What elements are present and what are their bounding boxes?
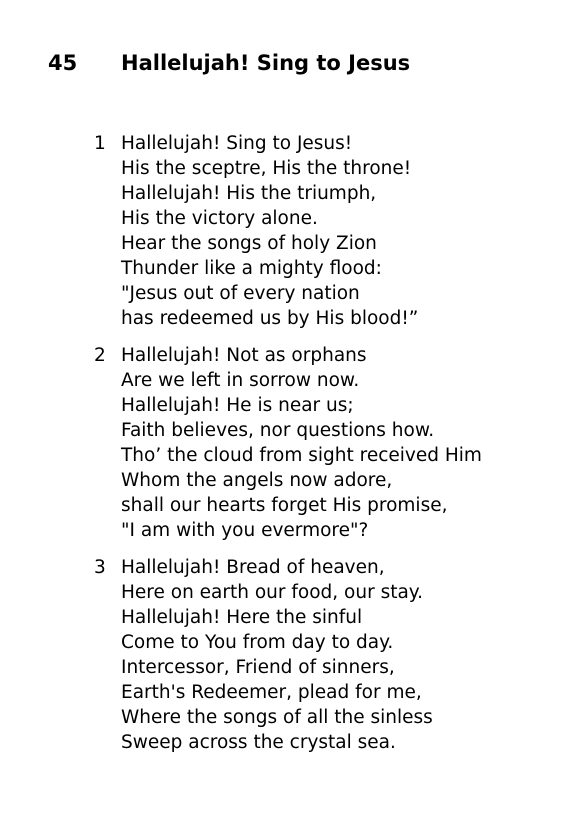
verse-1 [94, 131, 554, 331]
verse-line: "Jesus out of every nation [121, 283, 360, 304]
verse-number: 2 [94, 345, 106, 366]
verse-line: His the sceptre, His the throne! [121, 158, 412, 179]
verse-lines [121, 343, 554, 543]
verses [94, 131, 554, 767]
verse-line: Hallelujah! Here the sinful [121, 607, 363, 628]
hymn-number: 45 [48, 51, 78, 75]
verse-line: Hallelujah! Bread of heaven, [121, 557, 385, 578]
verse-line: Earth's Redeemer, plead for me, [121, 682, 422, 703]
verse-line: has redeemed us by His blood!” [121, 308, 419, 329]
verse-line: Tho’ the cloud from sight received Him [121, 445, 482, 466]
verse-line: "I am with you evermore"? [121, 520, 369, 541]
hymn-title: Hallelujah! Sing to Jesus [121, 51, 411, 75]
verse-3 [94, 555, 554, 755]
hymn-header [48, 48, 410, 78]
verse-lines [121, 555, 554, 755]
verse-line: shall our hearts forget His promise, [121, 495, 448, 516]
verse-line: Thunder like a mighty flood: [121, 258, 382, 279]
verse-line: Where the songs of all the sinless [121, 707, 433, 728]
verse-line: Sweep across the crystal sea. [121, 732, 396, 753]
verse-lines [121, 131, 554, 331]
verse-line: Here on earth our food, our stay. [121, 582, 423, 603]
verse-number: 1 [94, 133, 106, 154]
verse-line: Hallelujah! Sing to Jesus! [121, 133, 353, 154]
verse-line: Hallelujah! Not as orphans [121, 345, 367, 366]
verse-line: Whom the angels now adore, [121, 470, 393, 491]
verse-line: Are we left in sorrow now. [121, 370, 360, 391]
verse-line: Hallelujah! He is near us; [121, 395, 354, 416]
verse-line: Come to You from day to day. [121, 632, 394, 653]
verse-line: Faith believes, nor questions how. [121, 420, 435, 441]
verse-2 [94, 343, 554, 543]
verse-number: 3 [94, 557, 106, 578]
verse-line: Hallelujah! His the triumph, [121, 183, 377, 204]
verse-line: Hear the songs of holy Zion [121, 233, 377, 254]
verse-line: His the victory alone. [121, 208, 318, 229]
verse-line: Intercessor, Friend of sinners, [121, 657, 395, 678]
